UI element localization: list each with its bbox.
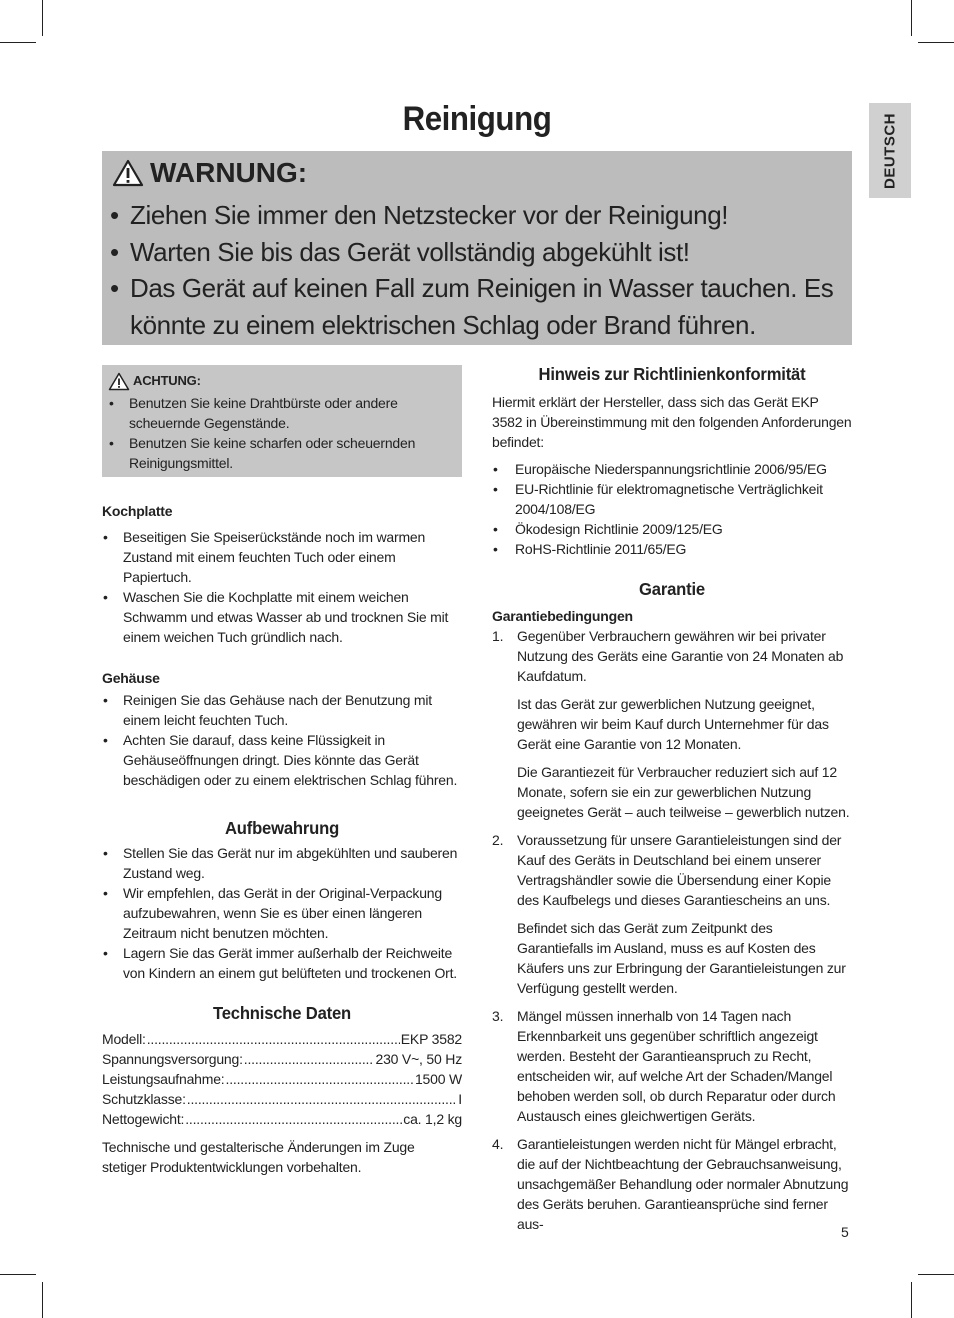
spec-row bbox=[102, 1089, 462, 1109]
kochplatte-list bbox=[102, 527, 462, 647]
page-number: 5 bbox=[841, 1224, 849, 1240]
kochplatte-heading: Kochplatte bbox=[102, 503, 173, 519]
spec-table bbox=[102, 1029, 462, 1129]
spec-value: 230 V~, 50 Hz bbox=[375, 1051, 462, 1067]
list-item: • Ökodesign Richtlinie 2009/125/EG bbox=[492, 519, 852, 539]
spec-label: Nettogewicht: bbox=[102, 1111, 185, 1127]
hinweis-intro: Hiermit erklärt der Hersteller, dass sich das Gerät EKP 3582 in Übereinstimmung mit den folgenden Anforderungen befindet: bbox=[492, 394, 852, 450]
spec-label: Modell: bbox=[102, 1031, 146, 1047]
list-item bbox=[492, 626, 852, 822]
spec-value: ca. 1,2 kg bbox=[403, 1111, 462, 1127]
aufbewahrung-list bbox=[102, 843, 462, 983]
aufbewahrung-heading: Aufbewahrung bbox=[224, 818, 340, 838]
spec-row bbox=[102, 1029, 462, 1049]
spec-value: EKP 3582 bbox=[400, 1031, 462, 1047]
gehaeuse-heading: Gehäuse bbox=[102, 670, 160, 686]
spec-row bbox=[102, 1069, 462, 1089]
spec-label: Leistungsaufnahme: bbox=[102, 1071, 225, 1087]
paragraph: Voraussetzung für unsere Garantieleistungen sind der Kauf des Geräts in Deutschland bei einem unserer Vertragshändler sowie die Übersendung einer Kopie des Kaufbelegs und dieses Garantiescheins an uns. bbox=[517, 832, 842, 908]
page-title: Reinigung bbox=[402, 100, 552, 138]
item-number: 4. bbox=[492, 1136, 504, 1152]
language-tab-label: DEUTSCH bbox=[881, 112, 899, 189]
item-number: 2. bbox=[492, 832, 504, 848]
warning-list bbox=[108, 197, 842, 343]
garantie-heading: Garantie bbox=[639, 579, 705, 599]
list-item: • Beseitigen Sie Speiserückstände noch im warmen Zustand mit einem feuchten Tuch oder einem Papiertuch. bbox=[102, 527, 462, 587]
paragraph: Befindet sich das Gerät zum Zeitpunkt des Garantiefalls im Ausland, muss es auf Kosten des Käufers uns zur Erbringung der Garantieleistungen zur Verfügung gestellt werden. bbox=[517, 920, 846, 996]
achtung-box bbox=[102, 365, 462, 477]
crop-mark bbox=[42, 0, 43, 36]
spec-label: Schutzklasse: bbox=[102, 1091, 186, 1107]
list-item bbox=[492, 1134, 852, 1234]
paragraph: Ist das Gerät zur gewerblichen Nutzung geeignet, gewähren wir beim Kauf durch Unternehmer für das Gerät eine Garantie von 12 Monaten. bbox=[517, 696, 829, 752]
list-item: • Wir empfehlen, das Gerät in der Original-Verpackung aufzubewahren, wenn Sie es über einen längeren Zeitraum nicht benutzen möchten. bbox=[102, 883, 462, 943]
list-item: • Warten Sie bis das Gerät vollständig abgekühlt ist! bbox=[108, 234, 842, 271]
list-item: • Reinigen Sie das Gehäuse nach der Benutzung mit einem leicht feuchten Tuch. bbox=[102, 690, 462, 730]
crop-mark bbox=[911, 1282, 912, 1318]
list-item bbox=[492, 1006, 852, 1126]
list-item: • Ziehen Sie immer den Netzstecker vor der Reinigung! bbox=[108, 197, 842, 234]
list-item: • Achten Sie darauf, dass keine Flüssigkeit in Gehäuseöffnungen dringt. Dies könnte das Gerät beschädigen oder zu einem elektrischen Schlag führen. bbox=[102, 730, 462, 790]
list-item: • Europäische Niederspannungsrichtlinie 2006/95/EG bbox=[492, 459, 852, 479]
garantie-subheading: Garantiebedingungen bbox=[492, 608, 633, 624]
warning-triangle-icon bbox=[108, 372, 130, 391]
list-item: • RoHS-Richtlinie 2011/65/EG bbox=[492, 539, 852, 559]
warning-heading bbox=[112, 157, 307, 189]
list-item: • Waschen Sie die Kochplatte mit einem weichen Schwamm und etwas Wasser ab und trocknen Sie mit einem weichen Tuch gründlich nach. bbox=[102, 587, 462, 647]
spec-row bbox=[102, 1109, 462, 1129]
paragraph: Die Garantiezeit für Verbraucher reduziert sich auf 12 Monate, sofern sie ein zur gewerblichen Nutzung geeignetes Gerät – auch teilweise – gewerblich nutzen. bbox=[517, 764, 850, 820]
list-item: • Das Gerät auf keinen Fall zum Reinigen in Wasser tauchen. Es könnte zu einem elektrischen Schlag oder Brand führen. bbox=[108, 270, 842, 343]
item-number: 3. bbox=[492, 1008, 504, 1024]
achtung-heading-text: ACHTUNG: bbox=[133, 373, 201, 388]
technische-daten-note: Technische und gestalterische Änderungen im Zuge stetiger Produktentwicklungen vorbehalten. bbox=[102, 1139, 415, 1175]
spec-value: I bbox=[458, 1091, 462, 1107]
achtung-list bbox=[108, 393, 454, 473]
right-column bbox=[492, 364, 852, 1234]
list-item: • Benutzen Sie keine scharfen oder scheuernden Reinigungsmittel. bbox=[108, 433, 454, 473]
paragraph: Gegenüber Verbrauchern gewähren wir bei privater Nutzung des Geräts eine Garantie von 24 Monaten ab Kaufdatum. bbox=[517, 628, 844, 684]
spec-row bbox=[102, 1049, 462, 1069]
paragraph: Garantieleistungen werden nicht für Mängel erbracht, die auf der Nichtbeachtung der Gebrauchsanweisung, unsachgemäßer Behandlung oder normaler Abnutzung des Geräts beruhen. Garantieansprüche sind ferner aus- bbox=[517, 1136, 849, 1232]
hinweis-heading: Hinweis zur Richtlinienkonformität bbox=[538, 364, 806, 384]
spec-label: Spannungsversorgung: bbox=[102, 1051, 243, 1067]
crop-mark bbox=[918, 42, 954, 43]
list-item: • Benutzen Sie keine Drahtbürste oder andere scheuernde Gegenstände. bbox=[108, 393, 454, 433]
crop-mark bbox=[0, 42, 36, 43]
item-number: 1. bbox=[492, 628, 504, 644]
crop-mark bbox=[42, 1282, 43, 1318]
warning-box bbox=[102, 151, 852, 345]
warning-heading-text: WARNUNG: bbox=[150, 157, 308, 188]
garantie-list bbox=[492, 626, 852, 1234]
list-item: • Stellen Sie das Gerät nur im abgekühlten und sauberen Zustand weg. bbox=[102, 843, 462, 883]
technische-daten-heading: Technische Daten bbox=[212, 1003, 352, 1023]
crop-mark bbox=[911, 0, 912, 36]
hinweis-list bbox=[492, 459, 852, 559]
gehaeuse-list bbox=[102, 690, 462, 790]
list-item: • EU-Richtlinie für elektromagnetische Verträglichkeit 2004/108/EG bbox=[492, 479, 852, 519]
paragraph: Mängel müssen innerhalb von 14 Tagen nach Erkennbarkeit uns gegenüber schriftlich angezeigt werden. Besteht der Garantieanspruch zu Recht, entscheiden wir, auf welche Art der Schaden/Mangel behoben werden soll, ob durch Reparatur oder durch Austausch eines gleichwertigen Geräts. bbox=[517, 1008, 836, 1124]
spec-value: 1500 W bbox=[414, 1071, 462, 1087]
list-item bbox=[492, 830, 852, 998]
crop-mark bbox=[918, 1274, 954, 1275]
achtung-heading bbox=[108, 371, 454, 391]
crop-mark bbox=[0, 1274, 36, 1275]
list-item: • Lagern Sie das Gerät immer außerhalb der Reichweite von Kindern an einem gut belüfteten und trockenen Ort. bbox=[102, 943, 462, 983]
warning-triangle-icon bbox=[112, 159, 144, 187]
left-column bbox=[102, 365, 462, 1177]
